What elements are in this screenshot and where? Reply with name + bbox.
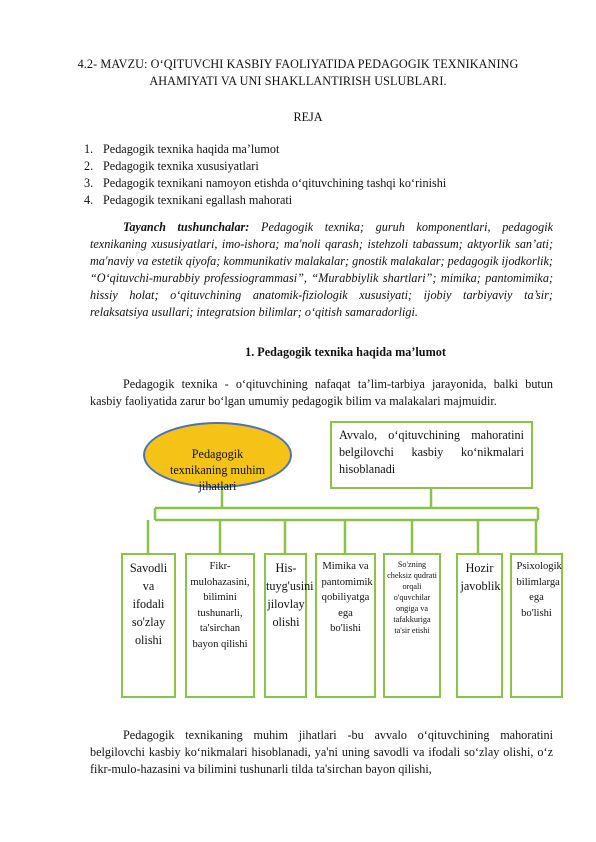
plan-item-text: Pedagogik texnika haqida ma’lumot	[103, 142, 280, 156]
plan-heading: REJA	[293, 110, 323, 124]
diagram-item-label: Hozir javoblik	[460, 561, 501, 593]
diagram-center-label: Pedagogik texnikaning muhim jihatlari	[169, 447, 266, 493]
closing-paragraph: Pedagogik texnikaning muhim jihatlari -bu avvalo o‘qituvchining mahoratini belgilovchi kasbiy ko‘nikmalari hisoblanadi, ya'ni uning savodli va ifodali so‘zlay olishi, o‘z fikr-mulo-hazasini va bilimini tushunarli tilda ta'sirchan bayon qilishi,	[90, 728, 553, 776]
plan-item-text: Pedagogik texnikani egallash mahorati	[103, 193, 293, 207]
diagram-item-box	[121, 553, 176, 698]
plan-item-text: Pedagogik texnika xususiyatlari	[103, 159, 259, 173]
diagram-item-box	[510, 553, 563, 698]
plan-item-number: 3.	[84, 176, 94, 190]
diagram-item-box	[383, 553, 441, 698]
topic-title: 4.2- MAVZU: O‘QITUVCHI KASBIY FAOLIYATIDA PEDAGOGIK TEXNIKANING AHAMIYATI VA UNI SHAKLLANTIRISH USLUBLARI.	[77, 57, 519, 88]
key-concepts-text: Pedagogik texnika; guruh komponentlari, pedagogik texnikaning xususiyatlari, imo-ishora; ma'noli qarash; istehzoli tabassum; aktyorlik san’ati; ma'naviy va estetik qiyofa; kommunikativ malakalar; gnostik malakalar; pedagogik ijodkorlik; “O‘qituvchi-murabbiy professiogrammasi”, “Murabbiylik shartlari”; mimika; pantomimika; hissiy holat; o‘qituvchining anatomik-fiziologik xususiyati; ijobiy tarbiyaviy ta’sir; relaksatsiya usullari; integratsion bilimlar; o‘qitish samaradorligi.	[90, 220, 553, 319]
intro-paragraph: Pedagogik texnika - o‘qituvchining nafaqat ta’lim-tarbiya jarayonida, balki butun kasbiy faoliyatida zarur bo‘lgan umumiy pedagogik bilim va malakalari majmuidir.	[90, 377, 553, 408]
diagram-item-box	[315, 553, 376, 698]
diagram-item-label: Psixologik bilimlarga ega bo'lishi	[516, 561, 562, 619]
diagram-item-label: His-tuyg'usini jilovlay olishi	[266, 561, 314, 629]
diagram-item-box	[185, 553, 255, 698]
key-concepts-label: Tayanch tushunchalar:	[123, 220, 250, 234]
plan-item-number: 1.	[84, 142, 94, 156]
diagram-description-box: Avvalo, o‘qituvchining mahoratini belgilovchi kasbiy ko‘nikmalari hisoblanadi	[330, 421, 533, 489]
plan-item-number: 2.	[84, 159, 94, 173]
diagram-item-box	[456, 553, 503, 698]
diagram-item-label: So'zning cheksiz qudrati orqali o'quvchilar ongiga va tafakkuriga ta'sir etishi	[387, 560, 437, 635]
plan-item-text: Pedagogik texnikani namoyon etishda o‘qituvchining tashqi ko‘rinishi	[103, 176, 447, 190]
diagram-item-label: Mimika va pantomimik qobiliyatga ega bo'lishi	[321, 561, 373, 634]
diagram-item-box	[264, 553, 314, 698]
plan-item-number: 4.	[84, 193, 94, 207]
section-heading: 1. Pedagogik texnika haqida ma’lumot	[245, 345, 446, 359]
diagram-center-node	[143, 422, 292, 493]
diagram-item-label: Savodli va ifodali so'zlay olishi	[129, 561, 168, 647]
diagram-item-label: Fikr-mulohazasini, bilimini tushunarli, ta'sirchan bayon qilishi	[190, 561, 250, 650]
